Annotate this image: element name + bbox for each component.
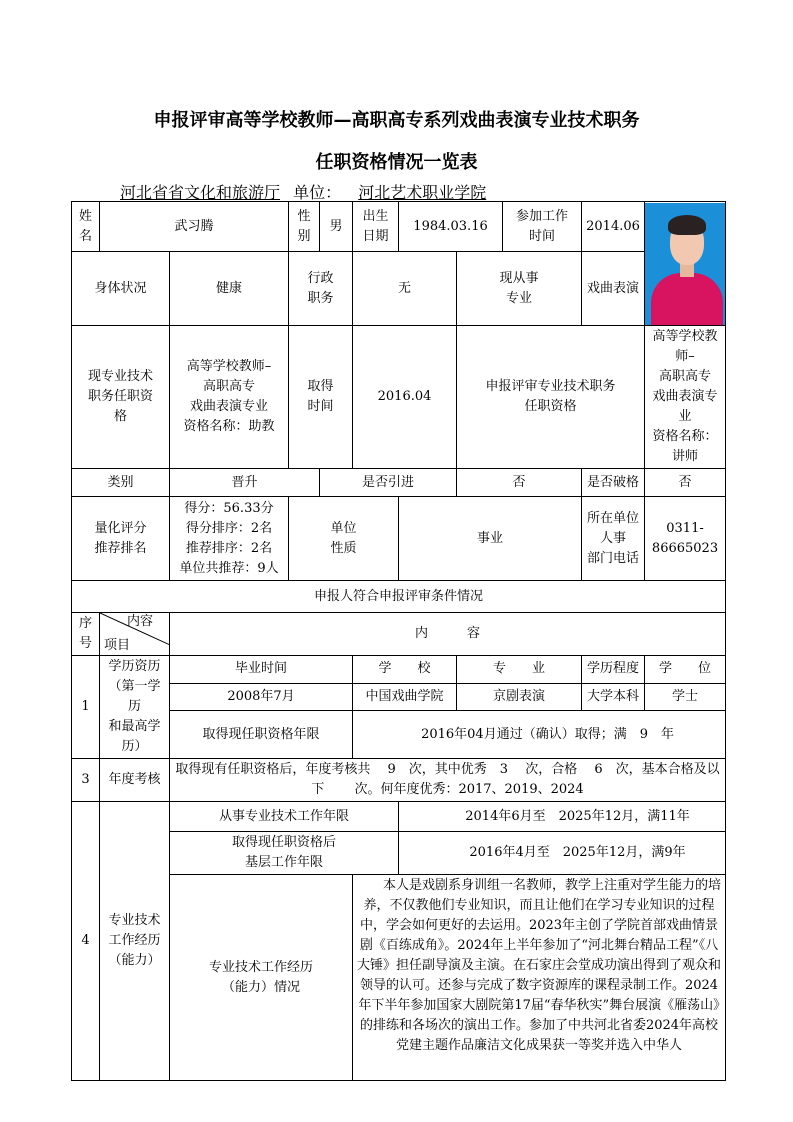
base-years-value: 2016年4月至 2025年12月，满9年 <box>399 832 726 875</box>
quant-score-label: 量化评分 推荐排名 <box>72 497 170 581</box>
exp-seq: 4 <box>72 802 100 1081</box>
work-years-value: 2014年6月至 2025年12月，满11年 <box>399 802 726 832</box>
current-qualification-value: 高等学校教师– 高职高专 戏曲表演专业 资格名称：助教 <box>170 326 289 469</box>
admin-post-value: 无 <box>353 252 457 326</box>
unit-line <box>120 180 486 203</box>
name-label: 姓 名 <box>72 202 100 252</box>
category-label: 类别 <box>72 469 170 497</box>
unit-nature-label: 单位 性质 <box>289 497 399 581</box>
unit-org: 河北省省文化和旅游厅 <box>120 183 281 202</box>
qualification-years-value: 2016年04月通过（确认）取得；满 9 年 <box>353 711 726 759</box>
diag-item-label: 项目 <box>104 638 131 653</box>
gender-value: 男 <box>320 202 353 252</box>
applicant-photo <box>645 202 726 326</box>
admin-post-label: 行政 职务 <box>289 252 353 326</box>
col-grad-time: 毕业时间 <box>170 656 353 684</box>
edu-school: 中国戏曲学院 <box>353 683 457 711</box>
experience-desc-text: 本人是戏剧系身训组一名教师，教学上注重对学生能力的培养，不仅教他们专业知识，而且让他们在学习专业知识的过程中，学会如何更好的去运用。2023年主创了学院首部戏曲情景剧《百练成角》。2024年上半年参加了“河北舞台精品工程”《八大锤》担任副导演及主演。在石家庄会堂成功演出得到了观众和领导的认可。还参与完成了数字资源库的课程录制工作。2024年下半年参加国家大剧院第17届“春华秋实”舞台展演《雁荡山》的排练和各场次的演出工作。参加了中共河北省委2024年高校党建主题作品廉洁文化成果获一等奖并选入中华人 <box>353 875 726 1081</box>
annual-seq: 3 <box>72 759 100 802</box>
exception-label: 是否破格 <box>582 469 645 497</box>
apply-qualification-label: 申报评审专业技术职务 任职资格 <box>457 326 645 469</box>
quant-score-value: 得分：56.33分 得分排序：2名 推荐排序：2名 单位共推荐：9人 <box>170 497 289 581</box>
unit-value: 河北艺术职业学院 <box>358 183 487 202</box>
qualification-years-label: 取得现任职资格年限 <box>170 711 353 759</box>
apply-qualification-value: 高等学校教师– 高职高专 戏曲表演专业 资格名称：讲师 <box>645 326 726 469</box>
col-school: 学 校 <box>353 656 457 684</box>
document-title-line2: 任职资格情况一览表 <box>315 152 478 173</box>
col-academic-degree: 学 位 <box>645 656 726 684</box>
diag-content-label: 内容 <box>126 614 153 629</box>
health-label: 身体状况 <box>72 252 170 326</box>
col-major: 专 业 <box>457 656 582 684</box>
current-major-value: 戏曲表演 <box>582 252 645 326</box>
obtain-time-label: 取得 时间 <box>289 326 353 469</box>
content-header: 内 容 <box>170 613 726 656</box>
birth-value: 1984.03.16 <box>399 202 503 252</box>
work-start-label: 参加工作 时间 <box>503 202 582 252</box>
edu-grad-time: 2008年7月 <box>170 683 353 711</box>
annual-assessment-text: 取得现有任职资格后，年度考核共 9 次，其中优秀 3 次，合格 6 次，基本合格及以下 次。何年度优秀：2017、2019、2024 <box>170 759 726 802</box>
document-title-line1: 申报评审高等学校教师—高职高专系列戏曲表演专业技术职务 <box>153 110 640 131</box>
portrait-image <box>645 203 726 325</box>
unit-label: 单位： <box>293 183 342 202</box>
birth-label: 出生 日期 <box>353 202 399 252</box>
name-value: 武习腾 <box>100 202 289 252</box>
hr-phone-label: 所在单位 人事 部门电话 <box>582 497 645 581</box>
edu-academic-degree: 学士 <box>645 683 726 711</box>
content-item-diagonal-header <box>100 613 170 656</box>
base-years-label: 取得现任职资格后 基层工作年限 <box>170 832 399 875</box>
hr-phone-value: 0311-86665023 <box>645 497 726 581</box>
category-value: 晋升 <box>170 469 320 497</box>
health-value: 健康 <box>170 252 289 326</box>
current-qualification-label: 现专业技术 职务任职资 格 <box>72 326 170 469</box>
obtain-time-value: 2016.04 <box>353 326 457 469</box>
seq-header: 序 号 <box>72 613 100 656</box>
edu-seq: 1 <box>72 656 100 759</box>
qualification-table <box>71 201 726 1081</box>
edu-degree-level: 大学本科 <box>582 683 645 711</box>
edu-major: 京剧表演 <box>457 683 582 711</box>
col-degree-level: 学历程度 <box>582 656 645 684</box>
introduced-value: 否 <box>457 469 582 497</box>
edu-label: 学历资历 （第一学历 和最高学 历） <box>100 656 170 759</box>
experience-desc-label: 专业技术工作经历 （能力）情况 <box>170 875 353 1081</box>
work-years-label: 从事专业技术工作年限 <box>170 802 399 832</box>
current-major-label: 现从事 专业 <box>457 252 582 326</box>
gender-label: 性 别 <box>289 202 320 252</box>
conditions-header: 申报人符合申报评审条件情况 <box>72 581 726 613</box>
work-start-value: 2014.06 <box>582 202 645 252</box>
annual-label: 年度考核 <box>100 759 170 802</box>
exception-value: 否 <box>645 469 726 497</box>
introduced-label: 是否引进 <box>320 469 457 497</box>
exp-label: 专业技术 工作经历 （能力） <box>100 802 170 1081</box>
unit-nature-value: 事业 <box>399 497 582 581</box>
